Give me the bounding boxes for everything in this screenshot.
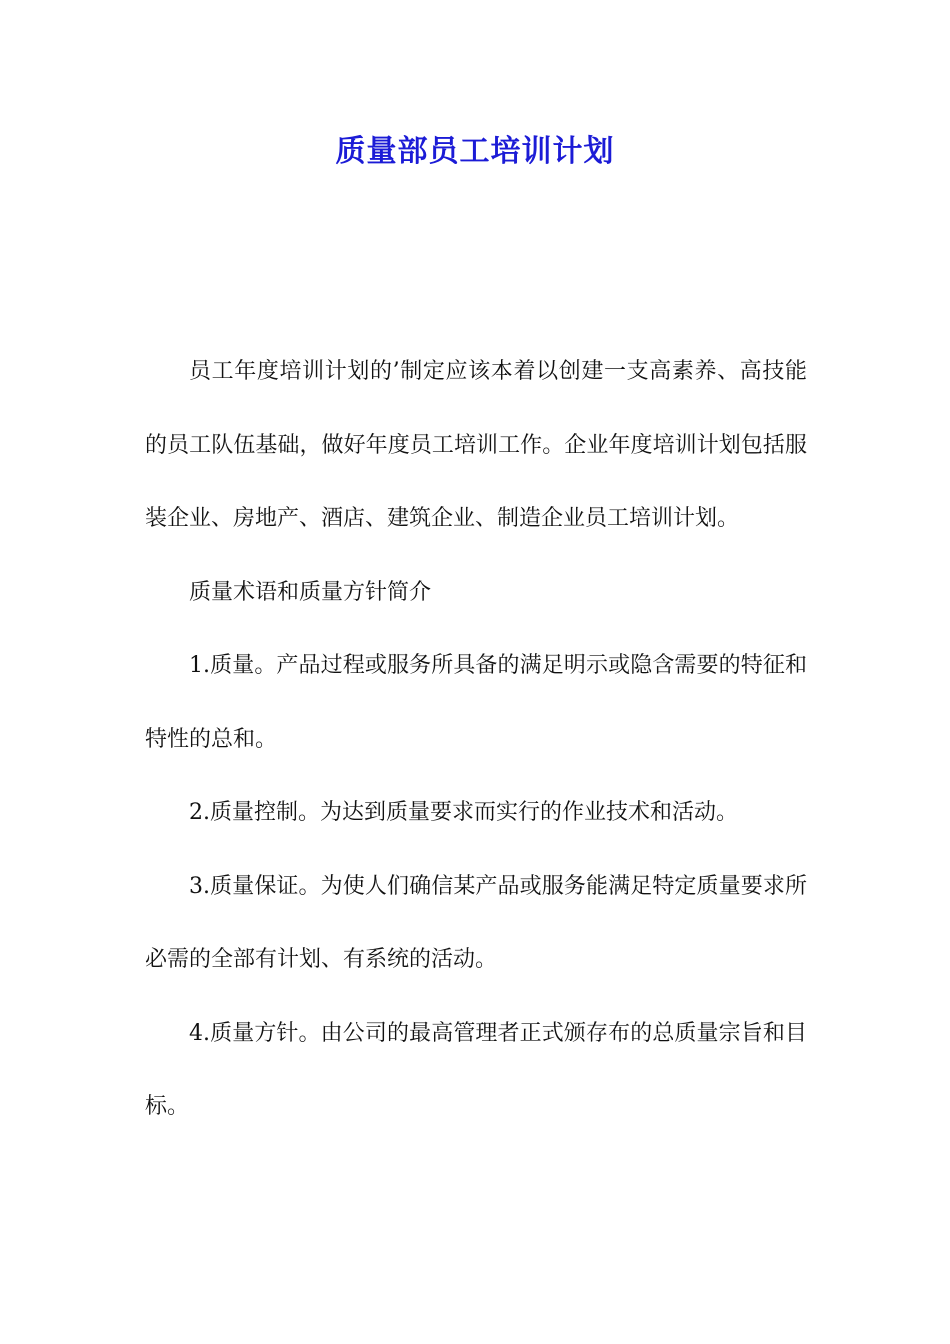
paragraph-item-2: 2.质量控制。为达到质量要求而实行的作业技术和活动。 — [189, 800, 738, 825]
document-title: 质量部员工培训计划 — [335, 134, 615, 169]
paragraph-section-heading: 质量术语和质量方针简介 — [189, 579, 432, 605]
paragraph-item-1: 1.质量。产品过程或服务所具备的满足明示或隐含需要的特征和特性的总和。 — [145, 653, 807, 752]
paragraph-item-4: 4.质量方针。由公司的最高管理者正式颁存布的总质量宗旨和目标。 — [145, 1020, 807, 1119]
paragraph-item-3: 3.质量保证。为使人们确信某产品或服务能满足特定质量要求所必需的全部有计划、有系统的活动。 — [145, 873, 807, 972]
paragraph-intro: 员工年度培训计划的’制定应该本着以创建一支高素养、高技能的员工队伍基础，做好年度员工培训工作。企业年度培训计划包括服装企业、房地产、酒店、建筑企业、制造企业员工培训计划。 — [145, 359, 807, 531]
document-body — [145, 335, 807, 1144]
